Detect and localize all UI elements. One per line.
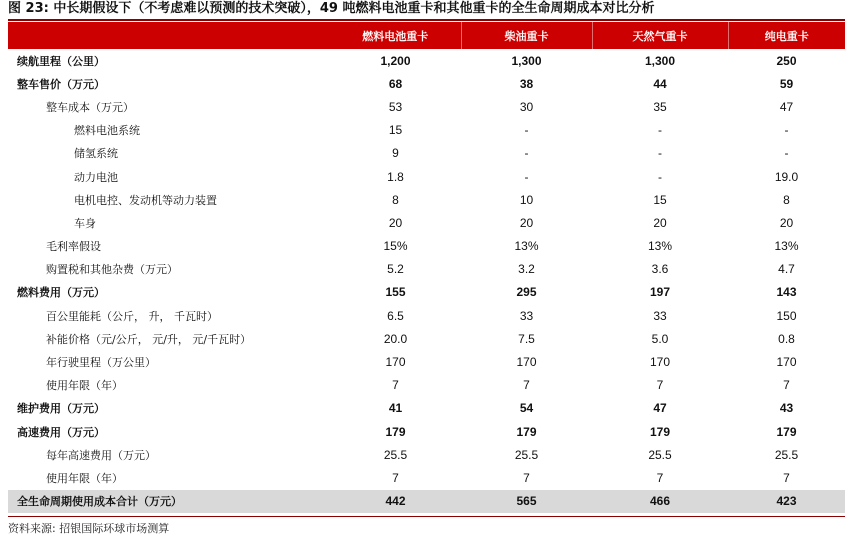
row-label: 高速费用（万元） xyxy=(17,425,105,439)
table-row xyxy=(8,72,845,95)
table-row xyxy=(8,466,845,489)
table-cell: 170 xyxy=(516,355,537,370)
table-cell: 25.5 xyxy=(648,447,672,462)
table-cell: 7 xyxy=(783,378,790,393)
table-cell: 295 xyxy=(516,285,537,300)
table-cell: 44 xyxy=(653,76,667,91)
table-row xyxy=(8,235,845,258)
table-cell: 41 xyxy=(388,401,403,416)
table-cell: 5.0 xyxy=(651,331,669,346)
table-cell: 7 xyxy=(523,470,530,485)
table-cell: 6.5 xyxy=(387,308,404,323)
table-cell: 179 xyxy=(385,424,406,439)
table-row xyxy=(8,211,845,234)
table-cell: - xyxy=(524,146,529,161)
row-label: 毛利率假设 xyxy=(46,240,101,254)
column-header: 柴油重卡 xyxy=(461,22,592,49)
table-cell: 7 xyxy=(656,378,664,393)
top-rule xyxy=(8,19,845,21)
bottom-rule xyxy=(8,516,845,517)
table-cell: 3.2 xyxy=(518,262,535,277)
table-cell: 13% xyxy=(514,239,539,254)
total-row xyxy=(8,490,845,513)
figure-title: 图 23: 中长期假设下（不考虑难以预测的技术突破），49 吨燃料电池重卡和其他重卡的全生命周期成本对比分析 xyxy=(8,1,655,16)
table-cell: 54 xyxy=(519,401,534,416)
table-cell: 7 xyxy=(392,378,399,393)
table-cell: 47 xyxy=(653,401,667,416)
table-row xyxy=(8,165,845,188)
table-cell: - xyxy=(658,123,662,138)
table-cell: 47 xyxy=(779,99,794,114)
table-cell: 33 xyxy=(519,308,534,323)
row-label: 整车成本（万元） xyxy=(46,100,134,114)
table-cell: 20 xyxy=(388,215,403,230)
table-cell: - xyxy=(524,169,529,184)
column-header: 纯电重卡 xyxy=(728,22,845,49)
table-cell: 53 xyxy=(388,99,403,114)
row-label: 维护费用（万元） xyxy=(17,402,105,416)
header-row xyxy=(8,22,845,49)
table-cell: 30 xyxy=(519,99,534,114)
table-cell: - xyxy=(524,123,529,138)
row-label: 燃料费用（万元） xyxy=(17,286,105,300)
table-row xyxy=(8,397,845,420)
table-cell: 20 xyxy=(653,215,667,230)
row-label: 购置税和其他杂费（万元） xyxy=(46,263,178,277)
table-cell: 1,200 xyxy=(380,53,411,68)
column-header: 天然气重卡 xyxy=(592,22,728,49)
table-cell: 43 xyxy=(779,401,794,416)
table-row xyxy=(8,258,845,281)
source-note: 资料来源: 招银国际环球市场测算 xyxy=(8,522,170,535)
table-cell: 1,300 xyxy=(644,53,676,68)
table-cell: 143 xyxy=(776,285,797,300)
table-cell: 170 xyxy=(649,355,671,370)
row-label: 每年高速费用（万元） xyxy=(46,448,156,462)
table-cell: 20 xyxy=(519,215,534,230)
table-cell: 20 xyxy=(779,215,794,230)
table-cell: - xyxy=(784,146,789,161)
table-cell: 19.0 xyxy=(774,169,799,184)
row-label: 百公里能耗（公斤， 升， 千瓦时） xyxy=(46,309,218,323)
table-cell: 15 xyxy=(388,123,403,138)
table-cell: 155 xyxy=(385,285,406,300)
table-row xyxy=(8,304,845,327)
table-cell: - xyxy=(784,123,789,138)
row-label: 储氢系统 xyxy=(74,147,118,161)
row-label: 年行驶里程（万公里） xyxy=(46,356,156,370)
table-cell: 13% xyxy=(774,239,799,254)
row-label: 燃料电池系统 xyxy=(74,124,140,138)
table-cell: 9 xyxy=(392,146,399,161)
table-row xyxy=(8,350,845,373)
table-cell: 8 xyxy=(783,192,790,207)
table-row xyxy=(8,188,845,211)
table-cell: 35 xyxy=(653,99,667,114)
table-row xyxy=(8,374,845,397)
table-cell: 7 xyxy=(523,378,530,393)
table-cell: 250 xyxy=(776,53,797,68)
table-cell: 33 xyxy=(653,308,667,323)
table-cell: 179 xyxy=(649,424,671,439)
table-row xyxy=(8,95,845,118)
row-label: 使用年限（年） xyxy=(46,379,123,393)
table-cell: 7.5 xyxy=(518,331,535,346)
table-cell: 1,300 xyxy=(511,53,542,68)
table-cell: 59 xyxy=(779,76,794,91)
table-cell: 1.8 xyxy=(387,169,404,184)
total-cell: 466 xyxy=(592,490,728,513)
row-label: 动力电池 xyxy=(74,170,118,184)
table-row xyxy=(8,119,845,142)
column-header: 燃料电池重卡 xyxy=(330,22,461,49)
row-label: 续航里程（公里） xyxy=(17,54,105,68)
table-row xyxy=(8,443,845,466)
total-label: 全生命周期使用成本合计（万元） xyxy=(8,490,330,513)
row-label: 车身 xyxy=(74,216,96,230)
table-cell: 7 xyxy=(783,470,790,485)
tco-table xyxy=(8,22,845,513)
table-cell: 0.8 xyxy=(778,331,795,346)
total-cell: 565 xyxy=(461,490,592,513)
table-row xyxy=(8,49,845,72)
table-cell: 13% xyxy=(647,239,673,254)
row-label: 整车售价（万元） xyxy=(17,77,105,91)
table-cell: 150 xyxy=(776,308,797,323)
table-cell: 4.7 xyxy=(778,262,795,277)
table-cell: 10 xyxy=(519,192,534,207)
table-cell: 7 xyxy=(392,470,399,485)
table-cell: 5.2 xyxy=(387,262,404,277)
table-cell: 8 xyxy=(392,192,399,207)
total-cell: 442 xyxy=(330,490,461,513)
table-cell: 20.0 xyxy=(383,331,408,346)
table-cell: 3.6 xyxy=(651,262,669,277)
row-label: 电机电控、发动机等动力装置 xyxy=(74,193,217,207)
total-cell: 423 xyxy=(728,490,845,513)
table-cell: 25.5 xyxy=(514,447,539,462)
table-cell: 25.5 xyxy=(383,447,408,462)
row-label: 使用年限（年） xyxy=(46,471,123,485)
table-row xyxy=(8,142,845,165)
table-cell: - xyxy=(658,146,662,161)
table-cell: 38 xyxy=(519,76,534,91)
header-blank xyxy=(8,22,330,49)
table-cell: - xyxy=(658,169,662,184)
table-cell: 15 xyxy=(653,192,667,207)
table-cell: 7 xyxy=(656,470,664,485)
table-cell: 25.5 xyxy=(774,447,799,462)
row-label: 补能价格（元/公斤， 元/升， 元/千瓦时） xyxy=(46,332,252,346)
table-cell: 197 xyxy=(649,285,671,300)
table-cell: 170 xyxy=(385,355,406,370)
table-cell: 68 xyxy=(388,76,403,91)
table-row xyxy=(8,327,845,350)
table-cell: 179 xyxy=(776,424,797,439)
table-row xyxy=(8,420,845,443)
table-cell: 170 xyxy=(776,355,797,370)
table-cell: 15% xyxy=(383,239,408,254)
table-row xyxy=(8,281,845,304)
table-cell: 179 xyxy=(516,424,537,439)
